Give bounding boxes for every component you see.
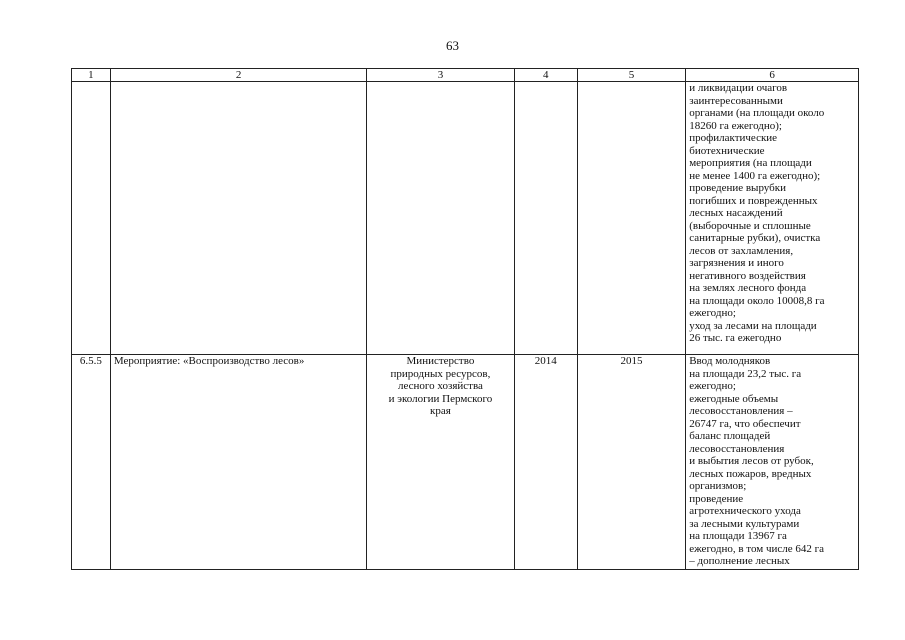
start-year-cell: [514, 82, 577, 355]
executor-line: природных ресурсов,: [390, 367, 491, 380]
program-table: [71, 68, 859, 570]
result-line: лесных пожаров, вредных: [689, 467, 812, 480]
result-line: лесов от захламления,: [689, 244, 794, 257]
result-line: проведение вырубки: [689, 182, 786, 194]
column-header-4: 4: [514, 69, 577, 82]
result-line: негативного воздействия: [689, 269, 806, 282]
result-line: за лесными культурами: [689, 517, 800, 530]
column-header-1: 1: [72, 69, 111, 82]
result-line: на площади 13967 га: [689, 530, 787, 542]
result-line: профилактические: [689, 132, 778, 144]
result-line: санитарные рубки), очистка: [689, 232, 821, 244]
start-year-cell: 2014: [514, 355, 577, 570]
column-header-2: 2: [110, 69, 367, 82]
row-number: [72, 82, 111, 355]
result-line: ежегодно;: [689, 380, 736, 392]
executor-cell: [367, 355, 514, 570]
result-line: агротехнического ухода: [689, 505, 801, 517]
executor-cell: [367, 82, 514, 355]
result-line: мероприятия (на площади: [689, 157, 812, 169]
result-cell: [686, 82, 859, 355]
table-row: [72, 355, 859, 570]
result-line: Ввод молодняков: [689, 355, 771, 367]
result-line: и ликвидации очагов: [689, 82, 788, 94]
result-line: ежегодно, в том числе 642 га: [689, 542, 825, 555]
result-line: загрязнения и иного: [689, 257, 784, 269]
result-line: погибших и поврежденных: [689, 194, 818, 207]
event-cell: Мероприятие: «Воспроизводство лесов»: [110, 355, 367, 570]
result-line: 26747 га, что обеспечит: [689, 417, 801, 430]
executor-line: края: [430, 405, 451, 417]
result-line: – дополнение лесных: [689, 555, 790, 567]
executor-line: Министерство: [406, 355, 475, 367]
column-header-6: 6: [686, 69, 859, 82]
result-line: 26 тыс. га ежегодно: [689, 332, 782, 344]
result-line: биотехнические: [689, 144, 765, 157]
result-line: лесовосстановления –: [689, 405, 793, 417]
result-line: не менее 1400 га ежегодно);: [689, 169, 821, 182]
executor-line: и экологии Пермского: [388, 392, 493, 405]
header-row: [72, 69, 859, 82]
result-line: и выбытия лесов от рубок,: [689, 455, 814, 467]
result-line: организмов;: [689, 480, 747, 492]
result-line: заинтересованными: [689, 94, 783, 107]
result-line: проведение: [689, 492, 744, 505]
end-year-cell: 2015: [577, 355, 685, 570]
row-number: 6.5.5: [72, 355, 111, 570]
column-header-5: 5: [577, 69, 685, 82]
table-row: [72, 82, 859, 355]
result-line: лесных насаждений: [689, 207, 783, 219]
result-line: (выборочные и сплошные: [689, 219, 811, 232]
result-line: на землях лесного фонда: [689, 282, 807, 294]
result-line: лесовосстановления: [689, 442, 785, 455]
result-line: на площади 23,2 тыс. га: [689, 367, 802, 380]
result-line: 18260 га ежегодно);: [689, 119, 782, 132]
result-line: органами (на площади около: [689, 107, 825, 119]
column-header-3: 3: [367, 69, 514, 82]
event-cell: [110, 82, 367, 355]
page-number: 63: [446, 38, 459, 53]
result-line: баланс площадей: [689, 430, 771, 442]
result-cell: [686, 355, 859, 570]
result-line: ежегодно;: [689, 307, 736, 319]
executor-line: лесного хозяйства: [397, 380, 483, 392]
result-line: уход за лесами на площади: [689, 319, 817, 332]
result-line: ежегодные объемы: [689, 392, 779, 405]
end-year-cell: [577, 82, 685, 355]
result-line: на площади около 10008,8 га: [689, 294, 825, 307]
